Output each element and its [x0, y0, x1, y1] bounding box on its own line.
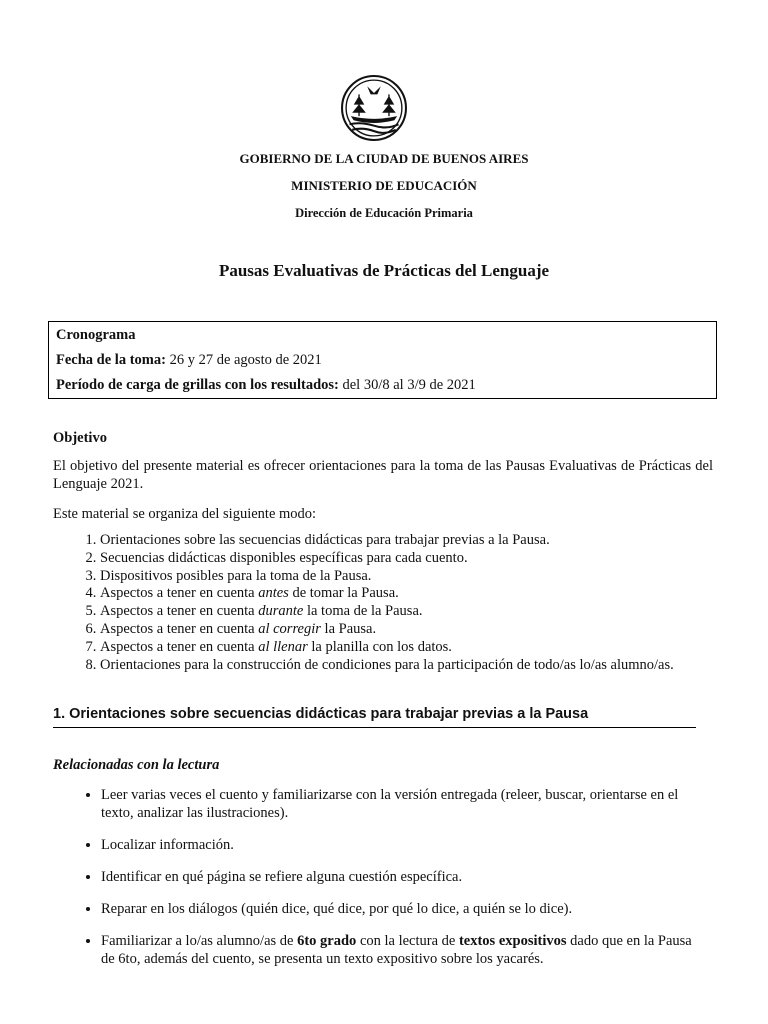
list-item: 6. Aspectos a tener en cuenta al corregir la Pausa.: [100, 621, 703, 639]
objective-heading: Objetivo: [53, 430, 107, 446]
schedule-period-line: [56, 375, 709, 400]
schedule-date-label: Fecha de la toma:: [56, 352, 166, 368]
reading-activities-list: [53, 786, 698, 982]
document-title: Pausas Evaluativas de Prácticas del Lenguaje: [218, 261, 550, 280]
schedule-period-value: del 30/8 al 3/9 de 2021: [338, 377, 476, 393]
schedule-box: [48, 321, 717, 399]
objective-paragraph: El objetivo del presente material es ofrecer orientaciones para la toma de las Pausas Evaluativas de Prácticas del Lenguaje 2021.: [53, 458, 713, 492]
section1-heading: 1. Orientaciones sobre secuencias didácticas para trabajar previas a la Pausa: [53, 705, 696, 728]
reading-subheading: Relacionadas con la lectura: [53, 757, 220, 773]
list-item: 1. Orientaciones sobre las secuencias didácticas para trabajar previas a la Pausa.: [100, 532, 703, 550]
list-item: • Identificar en qué página se refiere alguna cuestión específica.: [101, 868, 698, 886]
list-item: • Localizar información.: [101, 836, 698, 854]
list-item: 5. Aspectos a tener en cuenta durante la toma de la Pausa.: [100, 603, 703, 621]
schedule-heading: Cronograma: [56, 327, 136, 343]
schedule-date-value: 26 y 27 de agosto de 2021: [165, 352, 322, 368]
schedule-period-label: Período de carga de grillas con los resultados:: [56, 377, 339, 393]
direction-heading: Dirección de Educación Primaria: [295, 206, 473, 220]
list-item: • Familiarizar a lo/as alumno/as de 6to grado con la lectura de textos expositivos dado que en la Pausa de 6to, además del cuento, se presenta un texto expositivo sobre los yacarés.: [101, 932, 698, 968]
organization-intro: Este material se organiza del siguiente modo:: [53, 506, 317, 522]
ministry-heading: MINISTERIO DE EDUCACIÓN: [291, 178, 477, 193]
government-heading: GOBIERNO DE LA CIUDAD DE BUENOS AIRES: [239, 151, 529, 166]
list-item: 7. Aspectos a tener en cuenta al llenar la planilla con los datos.: [100, 639, 703, 657]
list-item: 3. Dispositivos posibles para la toma de la Pausa.: [100, 568, 703, 586]
list-item: 4. Aspectos a tener en cuenta antes de tomar la Pausa.: [100, 585, 703, 603]
list-item: • Reparar en los diálogos (quién dice, qué dice, por qué lo dice, a quién se lo dice).: [101, 900, 698, 918]
list-item: 2. Secuencias didácticas disponibles específicas para cada cuento.: [100, 550, 703, 568]
city-coat-of-arms-icon: [340, 74, 408, 142]
schedule-date-line: [56, 350, 709, 375]
contents-list: [53, 532, 703, 674]
list-item: 8. Orientaciones para la construcción de condiciones para la participación de todo/as lo/as alumno/as.: [100, 657, 703, 675]
list-item: • Leer varias veces el cuento y familiarizarse con la versión entregada (releer, buscar, orientarse en el texto, analizar las ilustraciones).: [101, 786, 698, 822]
